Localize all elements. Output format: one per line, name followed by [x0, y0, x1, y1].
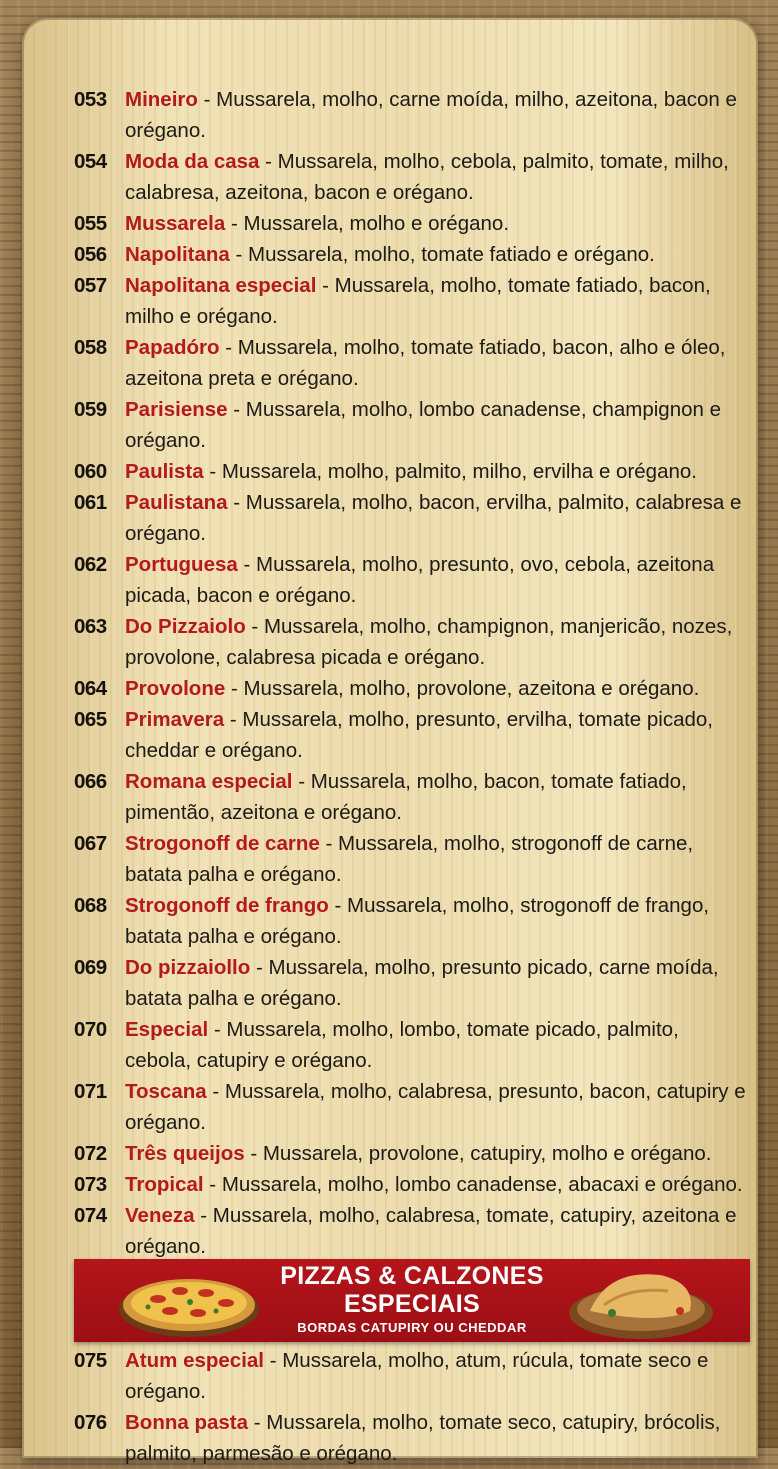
item-number: 055 [74, 212, 107, 235]
item-description: - Mussarela, molho, strogonoff de frango, batata palha e orégano. [125, 894, 710, 948]
menu-item [74, 270, 754, 332]
item-name: Papadóro [125, 336, 220, 359]
menu-item [74, 394, 754, 456]
item-text [125, 1014, 754, 1076]
item-number: 057 [74, 274, 107, 297]
item-number: 063 [74, 615, 107, 638]
menu-item [74, 1345, 754, 1407]
item-number: 072 [74, 1142, 107, 1165]
item-name: Do pizzaiollo [125, 956, 251, 979]
item-description: - Mussarela, molho, bacon, ervilha, palmito, calabresa e orégano. [125, 491, 742, 545]
item-description: - Mussarela, molho, calabresa, tomate, catupiry, azeitona e orégano. [125, 1204, 737, 1258]
menu-item [74, 332, 754, 394]
item-number: 058 [74, 336, 107, 359]
menu-item [74, 1407, 754, 1469]
item-number: 071 [74, 1080, 107, 1103]
item-text [125, 1200, 754, 1262]
item-number: 064 [74, 677, 107, 700]
item-description: - Mussarela, molho, palmito, milho, ervilha e orégano. [203, 460, 697, 483]
menu-item [74, 456, 754, 487]
menu-item [74, 828, 754, 890]
item-description: - Mussarela, molho e orégano. [225, 212, 510, 235]
menu-item [74, 1138, 754, 1169]
item-text [125, 673, 754, 704]
menu-item [74, 487, 754, 549]
item-text [125, 1138, 754, 1169]
item-number: 067 [74, 832, 107, 855]
item-name: Paulista [125, 460, 204, 483]
item-text [125, 890, 754, 952]
item-number: 054 [74, 150, 107, 173]
menu-board [22, 18, 758, 1465]
item-text [125, 1169, 754, 1200]
item-number: 062 [74, 553, 107, 576]
item-description: - Mussarela, molho, presunto, ovo, cebola, azeitona picada, bacon e orégano. [125, 553, 715, 607]
item-text [125, 270, 754, 332]
item-name: Atum especial [125, 1349, 264, 1372]
item-name: Tropical [125, 1173, 204, 1196]
item-number: 061 [74, 491, 107, 514]
menu-item [74, 208, 754, 239]
banner-title-line2: ESPECIAIS [343, 1290, 481, 1318]
item-name: Primavera [125, 708, 225, 731]
item-text [125, 394, 754, 456]
item-number: 066 [74, 770, 107, 793]
item-description: - Mussarela, molho, carne moída, milho, azeitona, bacon e orégano. [125, 88, 737, 142]
item-description: - Mussarela, molho, tomate fatiado e orégano. [229, 243, 655, 266]
item-text [125, 549, 754, 611]
item-number: 075 [74, 1349, 107, 1372]
item-text [125, 1076, 754, 1138]
menu-item [74, 766, 754, 828]
item-name: Paulistana [125, 491, 228, 514]
item-description: - Mussarela, molho, lombo, tomate picado, palmito, cebola, catupiry e orégano. [125, 1018, 679, 1072]
item-name: Do Pizzaiolo [125, 615, 246, 638]
item-number: 070 [74, 1018, 107, 1041]
item-description: - Mussarela, molho, champignon, manjericão, nozes, provolone, calabresa picada e orégano. [125, 615, 733, 669]
item-description: - Mussarela, molho, presunto, ervilha, tomate picado, cheddar e orégano. [125, 708, 713, 762]
item-description: - Mussarela, molho, cebola, palmito, tomate, milho, calabresa, azeitona, bacon e orégano. [125, 150, 729, 204]
item-description: - Mussarela, molho, bacon, tomate fatiado, pimentão, azeitona e orégano. [125, 770, 687, 824]
item-text [125, 766, 754, 828]
menu-item [74, 1076, 754, 1138]
item-name: Napolitana [125, 243, 230, 266]
item-text [125, 208, 754, 239]
item-number: 059 [74, 398, 107, 421]
item-name: Mussarela [125, 212, 226, 235]
item-description: - Mussarela, molho, strogonoff de carne, batata palha e orégano. [125, 832, 694, 886]
item-name: Veneza [125, 1204, 195, 1227]
item-name: Bonna pasta [125, 1411, 249, 1434]
banner-title-line1: PIZZAS & CALZONES [280, 1262, 544, 1290]
item-name: Especial [125, 1018, 209, 1041]
item-description: - Mussarela, molho, lombo canadense, abacaxi e orégano. [203, 1173, 743, 1196]
item-name: Moda da casa [125, 150, 260, 173]
item-text [125, 828, 754, 890]
menu-item [74, 704, 754, 766]
item-text [125, 456, 754, 487]
item-name: Strogonoff de carne [125, 832, 320, 855]
item-description: - Mussarela, molho, tomate fatiado, bacon, alho e óleo, azeitona preta e orégano. [125, 336, 726, 390]
item-description: - Mussarela, molho, atum, rúcula, tomate seco e orégano. [125, 1349, 709, 1403]
item-name: Parisiense [125, 398, 228, 421]
menu-list [74, 84, 754, 1262]
banner-subtitle: BORDAS CATUPIRY OU CHEDDAR [297, 1320, 527, 1335]
item-number: 069 [74, 956, 107, 979]
item-description: - Mussarela, provolone, catupiry, molho e orégano. [244, 1142, 712, 1165]
item-text [125, 952, 754, 1014]
menu-item [74, 1169, 754, 1200]
item-description: - Mussarela, molho, tomate fatiado, bacon, milho e orégano. [125, 274, 711, 328]
item-description: - Mussarela, molho, lombo canadense, champignon e orégano. [125, 398, 721, 452]
menu-item [74, 239, 754, 270]
menu-item [74, 1200, 754, 1262]
calzone-image [568, 1261, 714, 1341]
item-number: 060 [74, 460, 107, 483]
item-text [125, 332, 754, 394]
item-name: Provolone [125, 677, 226, 700]
menu-item [74, 1014, 754, 1076]
item-text [125, 84, 754, 146]
item-name: Strogonoff de frango [125, 894, 329, 917]
item-description: - Mussarela, molho, tomate seco, catupiry, brócolis, palmito, parmesão e orégano. [125, 1411, 721, 1465]
item-text [125, 146, 754, 208]
menu-item [74, 549, 754, 611]
item-number: 076 [74, 1411, 107, 1434]
item-text [125, 487, 754, 549]
item-text [125, 611, 754, 673]
item-name: Napolitana especial [125, 274, 317, 297]
menu-item [74, 952, 754, 1014]
item-number: 068 [74, 894, 107, 917]
item-number: 074 [74, 1204, 107, 1227]
item-description: - Mussarela, molho, calabresa, presunto, bacon, catupiry e orégano. [125, 1080, 746, 1134]
item-number: 056 [74, 243, 107, 266]
item-description: - Mussarela, molho, provolone, azeitona e orégano. [225, 677, 700, 700]
item-text [125, 704, 754, 766]
item-name: Três queijos [125, 1142, 245, 1165]
menu-list-specials [74, 1345, 754, 1469]
item-name: Mineiro [125, 88, 198, 111]
item-name: Romana especial [125, 770, 293, 793]
menu-item [74, 146, 754, 208]
menu-item [74, 673, 754, 704]
item-text [125, 1407, 754, 1469]
item-text [125, 1345, 754, 1407]
menu-item [74, 611, 754, 673]
item-name: Portuguesa [125, 553, 238, 576]
specials-banner [74, 1259, 750, 1342]
item-number: 073 [74, 1173, 107, 1196]
menu-item [74, 84, 754, 146]
menu-item [74, 890, 754, 952]
item-text [125, 239, 754, 270]
item-name: Toscana [125, 1080, 207, 1103]
item-number: 065 [74, 708, 107, 731]
item-number: 053 [74, 88, 107, 111]
item-description: - Mussarela, molho, presunto picado, carne moída, batata palha e orégano. [125, 956, 719, 1010]
